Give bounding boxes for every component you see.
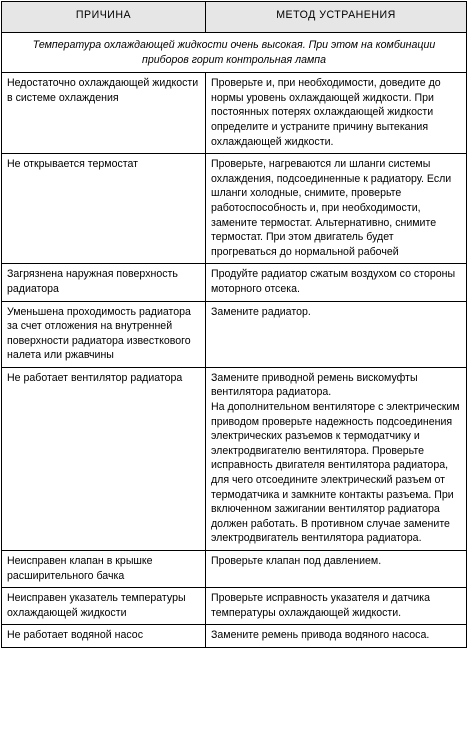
cause-cell: Уменьшена проходимость радиатора за счет отложения на внутренней поверхности радиатора известкового налета или ржавчины xyxy=(2,301,206,367)
table-row xyxy=(2,154,467,264)
table-row xyxy=(2,301,467,367)
remedy-paragraph: Замените приводной ремень вискомуфты вентилятора радиатора. xyxy=(211,371,418,399)
column-header-cause: ПРИЧИНА xyxy=(2,2,206,33)
remedy-cell xyxy=(206,367,467,550)
table-row xyxy=(2,264,467,301)
remedy-cell: Проверьте, нагреваются ли шланги системы охлаждения, подсоединенные к радиатору. Если шланги холодные, снимите, проверьте работоспособность и, при необходимости, замените термостат. Альтернативно, снимите термостат. При этом двигатель будет прогреваться до нормальной рабочей xyxy=(206,154,467,264)
remedy-cell: Проверьте исправность указателя и датчика температуры охлаждающей жидкости. xyxy=(206,588,467,625)
table-row xyxy=(2,367,467,550)
cause-cell: Не открывается термостат xyxy=(2,154,206,264)
table-row xyxy=(2,73,467,154)
cause-cell: Неисправен указатель температуры охлаждающей жидкости xyxy=(2,588,206,625)
remedy-cell: Проверьте и, при необходимости, доведите до нормы уровень охлаждающей жидкости. При постоянных потерях охлаждающей жидкости определите и устраните причину вытекания охлаждающей жидкости. xyxy=(206,73,467,154)
remedy-cell: Продуйте радиатор сжатым воздухом со стороны моторного отсека. xyxy=(206,264,467,301)
troubleshooting-table xyxy=(1,1,467,648)
section-title: Температура охлаждающей жидкости очень высокая. При этом на комбинации приборов горит контрольная лампа xyxy=(2,33,467,73)
remedy-cell: Проверьте клапан под давлением. xyxy=(206,551,467,588)
cause-cell: Недостаточно охлаждающей жидкости в системе охлаждения xyxy=(2,73,206,154)
cause-cell: Не работает вентилятор радиатора xyxy=(2,367,206,550)
table-header-row xyxy=(2,2,467,33)
table-row xyxy=(2,551,467,588)
table-row xyxy=(2,625,467,648)
remedy-paragraph: На дополнительном вентиляторе с электрическим приводом проверьте надежность подсоединения электрических разъемов к термодатчику и электродвигателю вентилятора. Проверьте исправность двигателя вентилятора радиатора, для чего отсоедините электрический разъем от термодатчика и замкните контакты разъема. При включенном зажигании вентилятор радиатора должен работать. В противном случае замените электродвигатель вентилятора радиатора. xyxy=(211,401,460,545)
section-row xyxy=(2,33,467,73)
remedy-cell: Замените радиатор. xyxy=(206,301,467,367)
cause-cell: Загрязнена наружная поверхность радиатора xyxy=(2,264,206,301)
cause-cell: Неисправен клапан в крышке расширительного бачка xyxy=(2,551,206,588)
table-row xyxy=(2,588,467,625)
remedy-cell: Замените ремень привода водяного насоса. xyxy=(206,625,467,648)
cause-cell: Не работает водяной насос xyxy=(2,625,206,648)
column-header-remedy: МЕТОД УСТРАНЕНИЯ xyxy=(206,2,467,33)
